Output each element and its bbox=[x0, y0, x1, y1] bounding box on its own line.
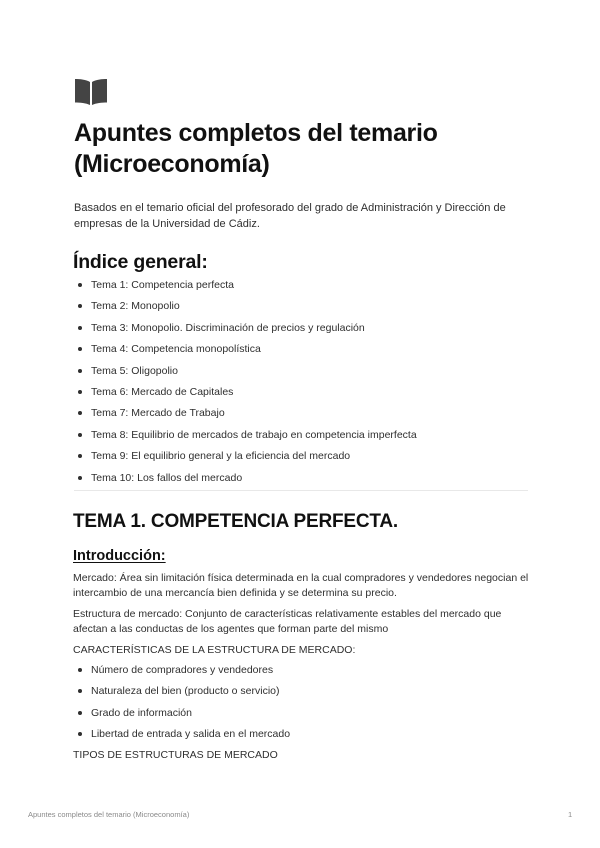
index-heading: Índice general: bbox=[73, 251, 208, 273]
caracteristica-item: Número de compradores y vendedores bbox=[78, 661, 290, 682]
index-item[interactable]: Tema 3: Monopolio. Discriminación de precios y regulación bbox=[78, 319, 417, 340]
footer-page-number: 1 bbox=[568, 810, 573, 819]
index-list bbox=[78, 276, 417, 490]
index-item[interactable]: Tema 7: Mercado de Trabajo bbox=[78, 404, 417, 425]
index-item[interactable]: Tema 10: Los fallos del mercado bbox=[78, 469, 417, 490]
estructura-definition: Estructura de mercado: Conjunto de características relativamente estables del mercado que afectan a las conductas de los agentes que forman parte del mismo bbox=[73, 608, 502, 635]
tema1-heading: TEMA 1. COMPETENCIA PERFECTA. bbox=[73, 511, 398, 532]
index-item[interactable]: Tema 8: Equilibrio de mercados de trabajo en competencia imperfecta bbox=[78, 426, 417, 447]
index-item[interactable]: Tema 9: El equilibrio general y la eficiencia del mercado bbox=[78, 447, 417, 468]
document-title: Apuntes completos del temario (Microeconomía) bbox=[74, 119, 438, 178]
open-book-icon bbox=[74, 78, 108, 106]
footer-doc-title: Apuntes completos del temario (Microeconomía) bbox=[28, 810, 190, 819]
index-item[interactable]: Tema 5: Oligopolio bbox=[78, 362, 417, 383]
document-subtitle: Basados en el temario oficial del profesorado del grado de Administración y Dirección de empresas de la Universidad de Cádiz. bbox=[74, 202, 506, 230]
index-item[interactable]: Tema 4: Competencia monopolística bbox=[78, 340, 417, 361]
caracteristica-item: Grado de información bbox=[78, 704, 290, 725]
caracteristicas-heading: CARACTERÍSTICAS DE LA ESTRUCTURA DE MERCADO: bbox=[73, 644, 356, 656]
index-item[interactable]: Tema 1: Competencia perfecta bbox=[78, 276, 417, 297]
caracteristica-item: Naturaleza del bien (producto o servicio) bbox=[78, 682, 290, 703]
index-item[interactable]: Tema 2: Monopolio bbox=[78, 297, 417, 318]
index-item[interactable]: Tema 6: Mercado de Capitales bbox=[78, 383, 417, 404]
section-divider bbox=[74, 490, 528, 491]
mercado-definition: Mercado: Área sin limitación física determinada en la cual compradores y vendedores negocian el intercambio de una mercancía bien definida y se determina su precio. bbox=[73, 572, 529, 599]
tipos-heading: TIPOS DE ESTRUCTURAS DE MERCADO bbox=[73, 749, 278, 761]
intro-heading: Introducción: bbox=[73, 548, 166, 564]
caracteristicas-list bbox=[78, 661, 290, 747]
caracteristica-item: Libertad de entrada y salida en el mercado bbox=[78, 725, 290, 746]
